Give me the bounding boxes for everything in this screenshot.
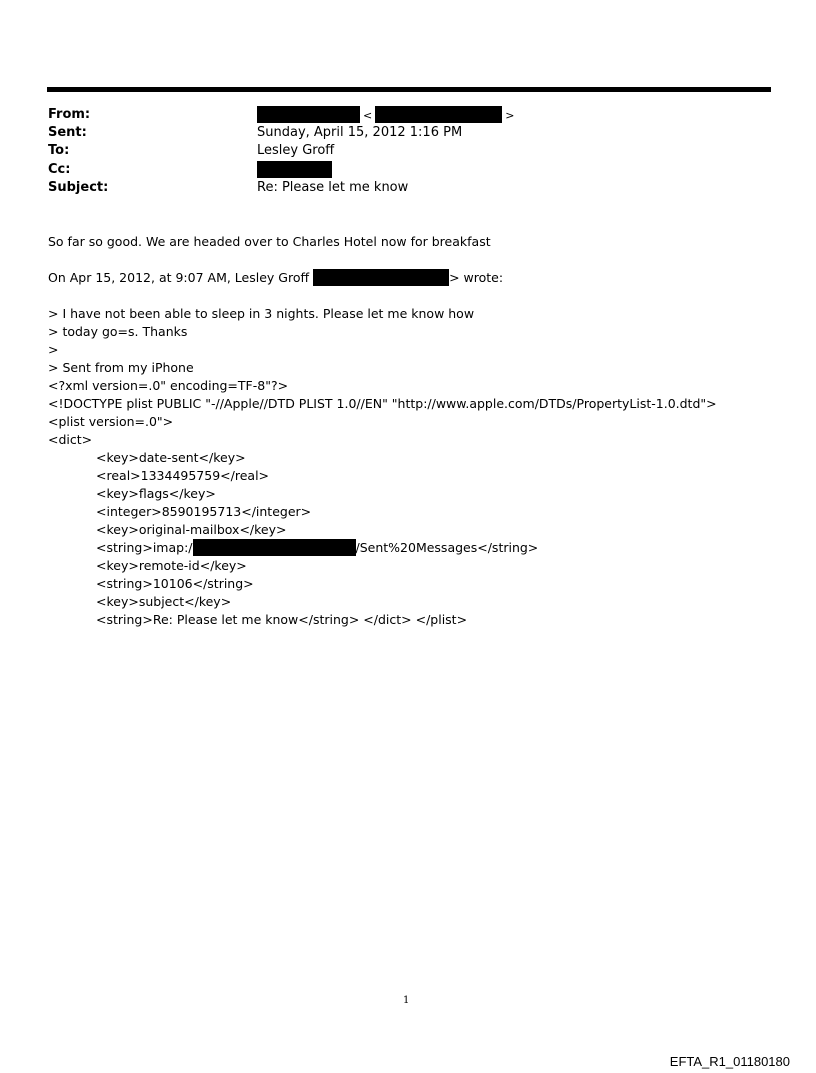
quoted-line: > Sent from my iPhone [48, 360, 194, 375]
redacted-email [313, 269, 449, 286]
body-line: So far so good. We are headed over to Charles Hotel now for breakfast [48, 234, 491, 249]
xml-line: <plist version=.0"> [48, 414, 174, 429]
xml-line: <dict> [48, 432, 93, 447]
xml-line: <key>subject</key> [96, 594, 232, 609]
redacted-sender-name [257, 106, 360, 123]
xml-line: <string>10106</string> [96, 576, 254, 591]
header-rule [47, 87, 771, 92]
imap-prefix: <string>imap:/ [96, 540, 193, 555]
quote-intro-suffix: > wrote: [449, 270, 504, 285]
to-value: Lesley Groff [257, 143, 335, 158]
xml-line: <key>flags</key> [96, 486, 216, 501]
to-label: To: [48, 143, 70, 158]
xml-line-imap [96, 539, 538, 557]
quoted-line: > [48, 342, 59, 357]
xml-line: <?xml version=.0" encoding=TF-8"?> [48, 378, 289, 393]
xml-line: <key>original-mailbox</key> [96, 522, 287, 537]
xml-line: <string>Re: Please let me know</string> </dict> </plist> [96, 612, 468, 627]
cc-label: Cc: [48, 162, 71, 177]
sent-value: Sunday, April 15, 2012 1:16 PM [257, 125, 463, 140]
xml-line: <key>remote-id</key> [96, 558, 247, 573]
quote-intro [48, 269, 503, 287]
sent-label: Sent: [48, 125, 87, 140]
redacted-imap-account [193, 539, 356, 556]
redacted-cc [257, 161, 332, 178]
xml-line: <real>1334495759</real> [96, 468, 270, 483]
xml-line: <integer>8590195713</integer> [96, 504, 312, 519]
subject-value: Re: Please let me know [257, 180, 409, 195]
xml-line: <key>date-sent</key> [96, 450, 246, 465]
page-number: 1 [403, 995, 410, 1006]
quoted-line: > today go=s. Thanks [48, 324, 188, 339]
imap-suffix: /Sent%20Messages</string> [355, 540, 539, 555]
quoted-line: > I have not been able to sleep in 3 nights. Please let me know how [48, 306, 475, 321]
xml-line: <!DOCTYPE plist PUBLIC "-//Apple//DTD PLIST 1.0//EN" "http://www.apple.com/DTDs/PropertyList-1.0.dtd"> [48, 396, 717, 411]
subject-label: Subject: [48, 180, 109, 195]
document-id: EFTA_R1_01180180 [669, 1054, 790, 1069]
redacted-sender-email [375, 106, 502, 123]
quote-intro-prefix: On Apr 15, 2012, at 9:07 AM, Lesley Groff [48, 270, 310, 285]
from-label: From: [48, 107, 91, 122]
